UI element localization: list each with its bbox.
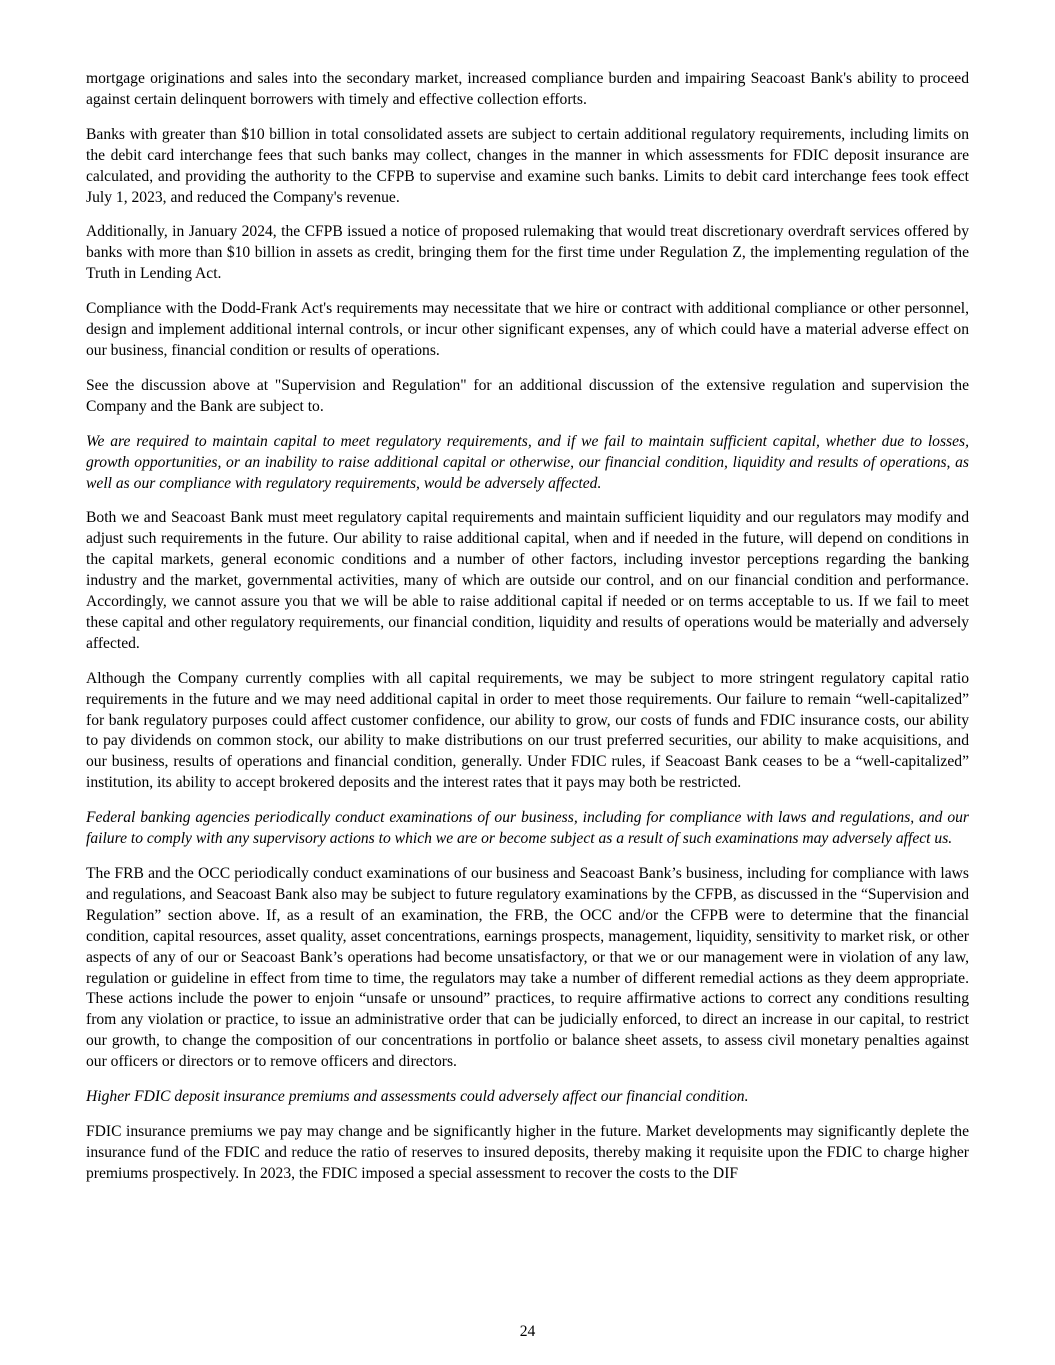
paragraph-capital-liquidity: Both we and Seacoast Bank must meet regulatory capital requirements and maintain sufficient liquidity and our regulators may modify and adjust such requirements in the future. Our ability to raise additional capital, when and if needed in the future, will depend on conditions in the capital markets, general economic conditions and a number of other factors, including investor perceptions regarding the banking industry and the market, governmental activities, many of which are outside our control, and on our financial condition and performance. Accordingly, we cannot assure you that we will be able to raise additional capital if needed or on terms acceptable to us. If we fail to meet these capital and other regulatory requirements, our financial condition, liquidity and results of operations would be materially and adversely affected. (86, 509, 969, 652)
paragraph-mortgage-originations: mortgage originations and sales into the secondary market, increased compliance burden and impairing Seacoast Bank's ability to proceed against certain delinquent borrowers with timely and effective collection efforts. (86, 70, 969, 108)
risk-heading-fdic-premiums: Higher FDIC deposit insurance premiums and assessments could adversely affect our financial condition. (86, 1088, 749, 1106)
paragraph-well-capitalized: Although the Company currently complies with all capital requirements, we may be subject to more stringent regulatory capital ratio requirements in the future and we may need additional capital in order to meet those requirements. Our failure to remain “well-capitalized” for bank regulatory purposes could affect customer confidence, our ability to grow, our costs of funds and FDIC insurance costs, our ability to pay dividends on common stock, our ability to make distributions on our trust preferred securities, our ability to make acquisitions, and our business, results of operations and financial condition, generally. Under FDIC rules, if Seacoast Bank ceases to be a “well-capitalized” institution, its ability to accept brokered deposits and the interest rates that it pays may both be restricted. (86, 669, 969, 792)
paragraph-frb-occ-examinations: The FRB and the OCC periodically conduct examinations of our business and Seacoast Bank’s business, including for compliance with laws and regulations, and Seacoast Bank also may be subject to future regulatory examinations by the CFPB, as discussed in the “Supervision and Regulation” section above. If, as a result of an examination, the FRB, the OCC and/or the CFPB were to determine that the financial condition, capital resources, asset quality, asset concentrations, earnings prospects, management, liquidity, sensitivity to market risk, or other aspects of any of our or Seacoast Bank’s operations had become unsatisfactory, or that we or our management were in violation of any law, regulation or guideline in effect from time to time, the regulators may take a number of different remedial actions as they deem appropriate. These actions include the power to enjoin “unsafe or unsound” practices, to require affirmative actions to correct any conditions resulting from any violation or practice, to issue an administrative order that can be judicially enforced, to direct an increase in our capital, to restrict our growth, to change the composition of our concentrations in portfolio or balance sheet assets, to assess civil monetary penalties against our officers or directors or to remove officers and directors. (86, 865, 969, 1071)
risk-heading-capital-requirements: We are required to maintain capital to meet regulatory requirements, and if we fail to maintain sufficient capital, whether due to losses, growth opportunities, or an inability to raise additional capital or otherwise, our financial condition, liquidity and results of operations, as well as our compliance with regulatory requirements, would be adversely affected. (86, 432, 969, 492)
paragraph-fdic-insurance-premiums: FDIC insurance premiums we pay may change and be significantly higher in the future. Market developments may significantly deplete the insurance fund of the FDIC and reduce the ratio of reserves to insured deposits, thereby making it requisite upon the FDIC to charge higher premiums prospectively. In 2023, the FDIC imposed a special assessment to recover the costs to the DIF (86, 1122, 969, 1182)
paragraph-cfpb-overdraft-rulemaking: Additionally, in January 2024, the CFPB issued a notice of proposed rulemaking that would treat discretionary overdraft services offered by banks with more than $10 billion in assets as credit, bringing them for the first time under Regulation Z, the implementing regulation of the Truth in Lending Act. (86, 223, 969, 283)
paragraph-dodd-frank-compliance: Compliance with the Dodd-Frank Act's requirements may necessitate that we hire or contract with additional compliance or other personnel, design and implement additional internal controls, or incur other significant expenses, any of which could have a material adverse effect on our business, financial condition or results of operations. (86, 300, 969, 359)
risk-heading-federal-examinations: Federal banking agencies periodically conduct examinations of our business, including for compliance with laws and regulations, and our failure to comply with any supervisory actions to which we are or become subject as a result of such examinations may adversely affect us. (86, 809, 969, 848)
page-number: 24 (519, 1323, 536, 1340)
paragraph-supervision-reference: See the discussion above at "Supervision and Regulation" for an additional discussion of the extensive regulation and supervision the Company and the Bank are subject to. (86, 376, 969, 415)
paragraph-banks-over-10-billion: Banks with greater than $10 billion in total consolidated assets are subject to certain additional regulatory requirements, including limits on the debit card interchange fees that such banks may collect, changes in the manner in which assessments for FDIC deposit insurance are calculated, and providing the authority to the CFPB to supervise and examine such banks. Limits to debit card interchange fees took effect July 1, 2023, and reduced the Company's revenue. (86, 125, 969, 206)
document-body (86, 69, 969, 1199)
